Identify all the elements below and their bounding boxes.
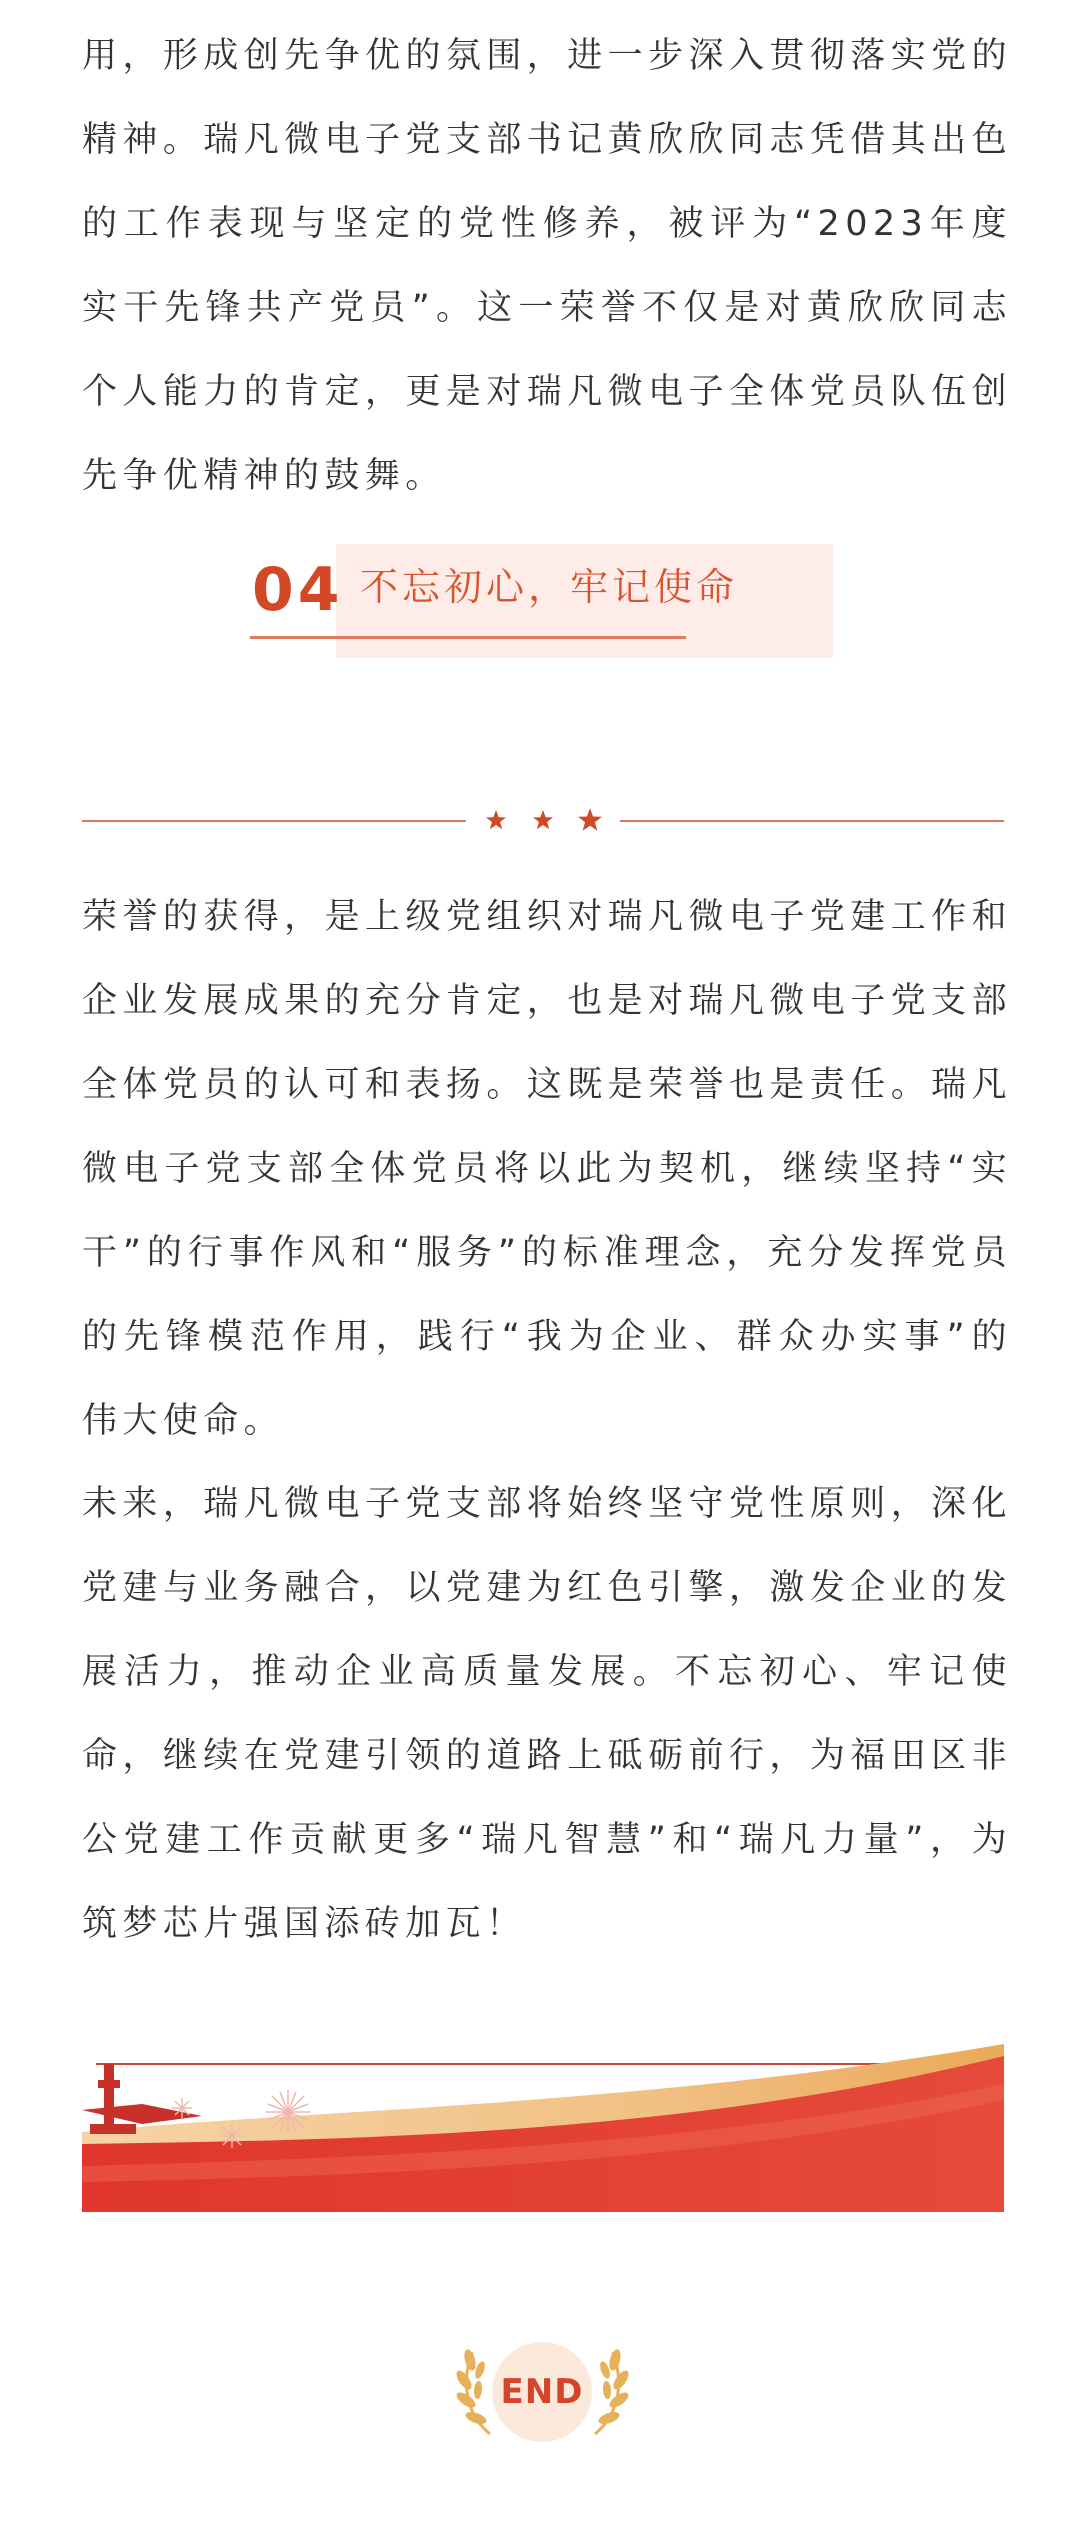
section-underline: [250, 636, 686, 639]
article-paragraph-1: 用，形成创先争优的氛围，进一步深入贯彻落实党的精神。瑞凡微电子党支部书记黄欣欣同志凭借其出色的工作表现与坚定的党性修养，被评为“2023年度实干先锋共产党员”。这一荣誉不仅是对黄欣欣同志个人能力的肯定，更是对瑞凡微电子全体党员队伍创先争优精神的鼓舞。: [82, 36, 1012, 496]
end-label: END: [500, 2372, 584, 2412]
article-paragraph-2: 荣誉的获得，是上级党组织对瑞凡微电子党建工作和企业发展成果的充分肯定，也是对瑞凡微电子党支部全体党员的认可和表扬。这既是荣誉也是责任。瑞凡微电子党支部全体党员将以此为契机，继续坚持“实干”的行事作风和“服务”的标准理念，充分发挥党员的先锋模范作用，践行“我为企业、群众办实事”的伟大使命。: [82, 897, 1012, 1441]
divider-line-right: [620, 820, 1004, 822]
three-stars-icon: [478, 804, 608, 836]
red-wave-banner-icon: [82, 2040, 1004, 2212]
star-icon: [533, 810, 553, 829]
star-icon: [486, 810, 506, 829]
star-icon: [578, 808, 602, 831]
section-number: 04: [252, 555, 344, 625]
article-paragraph-3: 未来，瑞凡微电子党支部将始终坚守党性原则，深化党建与业务融合，以党建为红色引擎，激发企业的发展活力，推动企业高质量发展。不忘初心、牢记使命，继续在党建引领的道路上砥砺前行，为福田区非公党建工作贡献更多“瑞凡智慧”和“瑞凡力量”，为筑梦芯片强国添砖加瓦！: [82, 1484, 1012, 1944]
divider-line-left: [82, 820, 466, 822]
end-badge: [450, 2330, 635, 2440]
star-divider: [82, 800, 1004, 840]
section-title: 不忘初心，牢记使命: [360, 565, 739, 609]
section-heading: [250, 540, 835, 660]
